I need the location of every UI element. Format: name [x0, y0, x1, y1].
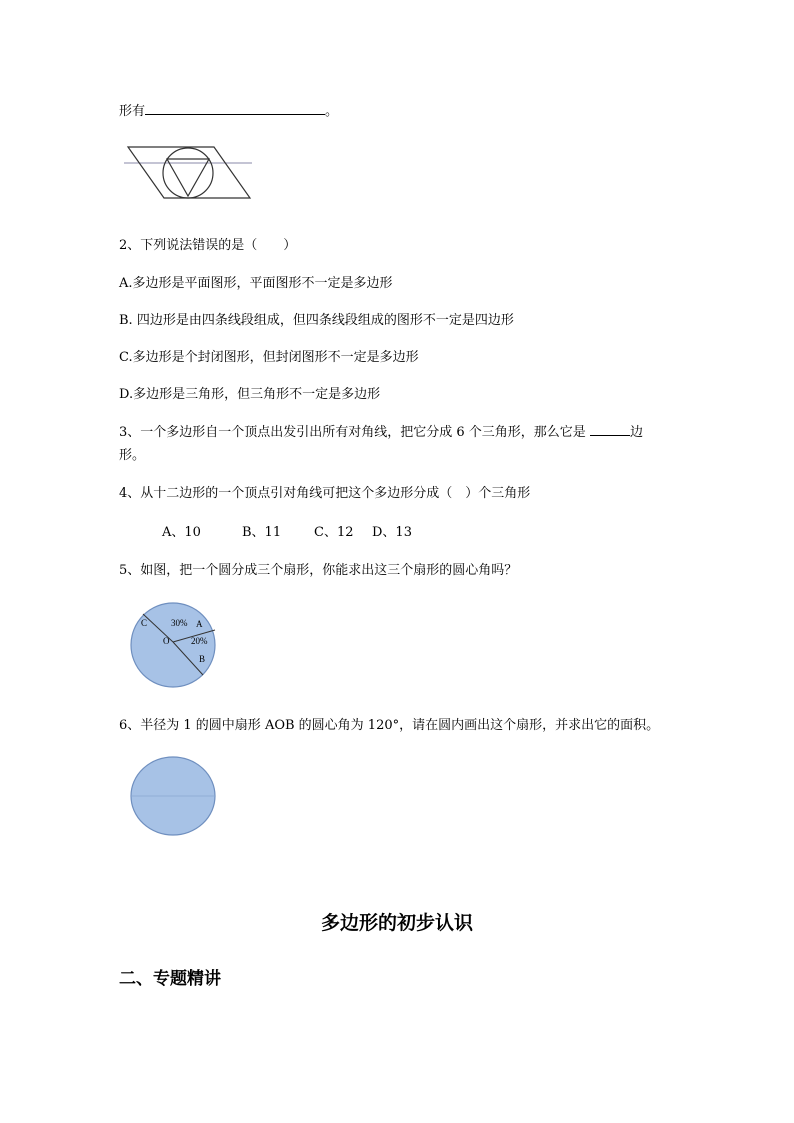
q5-label-a: A — [196, 619, 203, 629]
section-heading: 二、专题精讲 — [119, 969, 221, 989]
q3-line1-suffix: 边 — [629, 425, 643, 440]
q3-line1 — [119, 421, 643, 440]
q5-label-b: B — [199, 654, 206, 664]
q2-option-c: C.多边形是个封闭图形，但封闭图形不一定是多边形 — [119, 350, 419, 365]
q5-label-30: 30% — [171, 618, 188, 628]
q1-answer-blank[interactable] — [145, 114, 325, 115]
q1-suffix: 。 — [325, 104, 339, 119]
q6-stem: 6、半径为 1 的圆中扇形 AOB 的圆心角为 120°，请在圆内画出这个扇形，并求出它的面积。 — [119, 718, 660, 733]
q2-option-a: A.多边形是平面图形，平面图形不一定是多边形 — [119, 276, 393, 291]
q2-stem: 2、下列说法错误的是（ ） — [119, 238, 297, 253]
q3-line1-prefix: 3、一个多边形自一个顶点出发引出所有对角线，把它分成 6 个三角形，那么它是 — [119, 425, 590, 440]
q4-options — [162, 521, 412, 540]
q5-label-o: O — [163, 636, 170, 646]
q2-option-b: B. 四边形是由四条线段组成，但四条线段组成的图形不一定是四边形 — [119, 313, 514, 328]
q4-option-b: B、11 — [242, 525, 282, 540]
q4-option-c: C、12 — [314, 525, 354, 540]
q4-option-a: A、10 — [162, 525, 201, 540]
q3-line2: 形。 — [119, 448, 146, 463]
q3-answer-blank[interactable] — [590, 435, 630, 436]
q5-figure — [129, 601, 219, 691]
q6-figure — [129, 755, 217, 837]
q1-figure — [124, 141, 254, 203]
q1-parallelogram — [128, 147, 250, 198]
q5-stem: 5、如图，把一个圆分成三个扇形，你能求出这三个扇形的圆心角吗？ — [119, 563, 518, 578]
q4-stem: 4、从十二边形的一个顶点引对角线可把这个多边形分成（ ）个三角形 — [119, 486, 531, 501]
q5-label-c: C — [141, 618, 148, 628]
q2-option-d: D.多边形是三角形，但三角形不一定是多边形 — [119, 387, 381, 402]
q4-option-d: D、13 — [372, 525, 412, 540]
page-title: 多边形的初步认识 — [320, 912, 473, 934]
q1-line — [119, 100, 338, 119]
q1-circle — [163, 148, 213, 198]
q1-prefix: 形有 — [119, 104, 146, 119]
q1-triangle — [167, 159, 209, 196]
q5-label-20: 20% — [191, 636, 208, 646]
